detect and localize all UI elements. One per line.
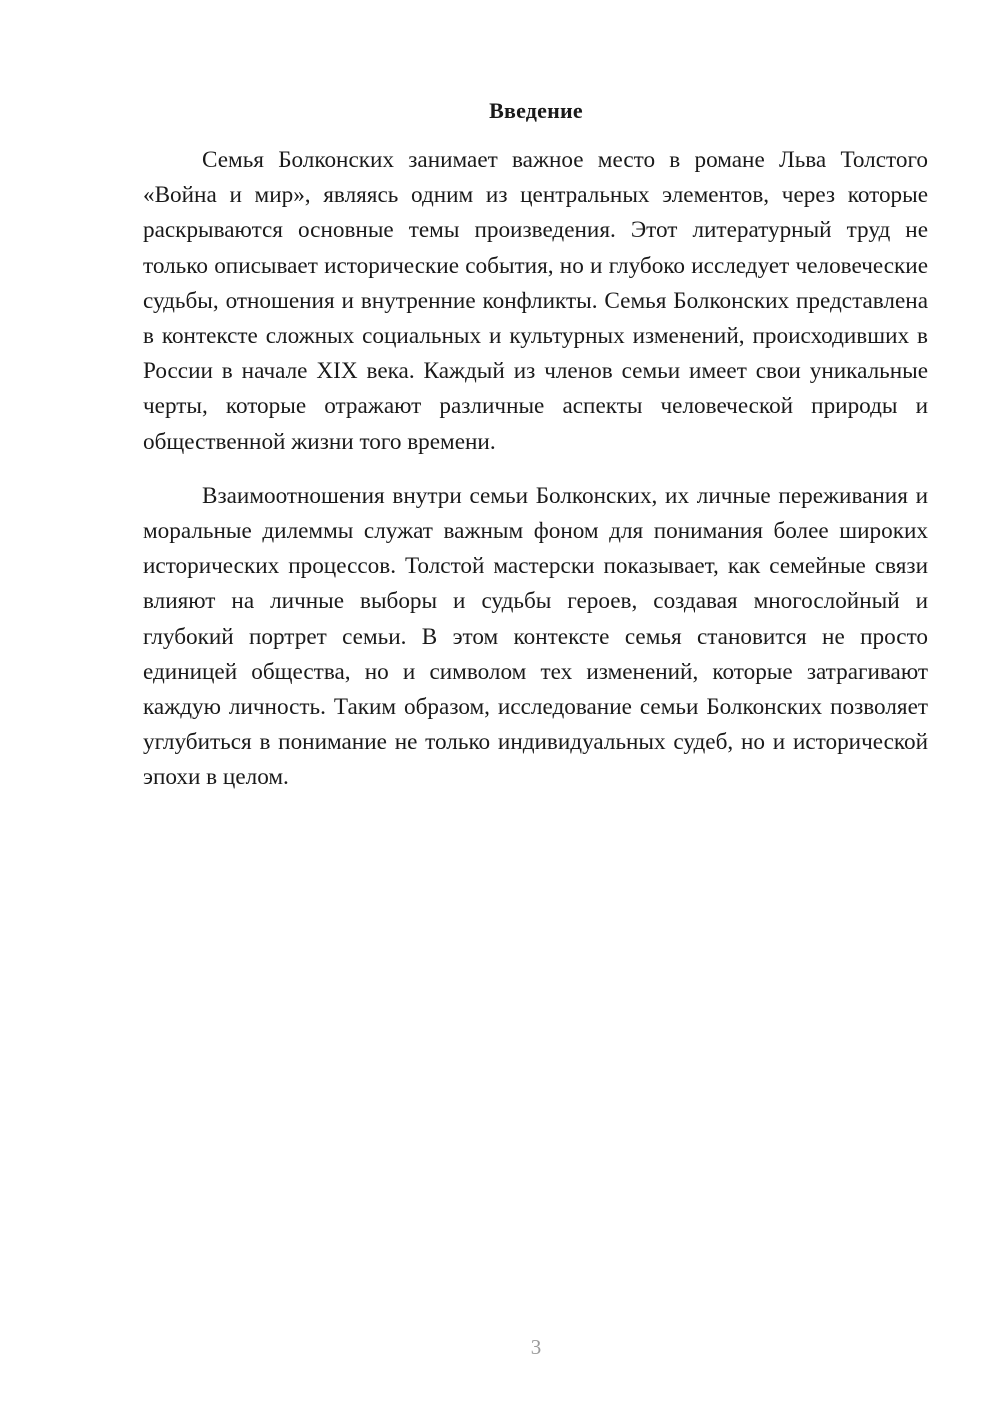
section-heading: Введение	[489, 98, 583, 123]
paragraph-1: Семья Болконских занимает важное место в романе Льва Толстого «Война и мир», являясь одним из центральных элементов, через которые раскрываются основные темы произведения. Этот литературный труд не только описывает исторические события, но и глубоко исследует человеческие судьбы, отношения и внутренние конфликты. Семья Болконских представлена в контексте сложных социальных и культурных изменений, происходивших в России в начале XIX века. Каждый из членов семьи имеет свои уникальные черты, которые отражают различные аспекты человеческой природы и общественной жизни того времени.	[143, 147, 928, 455]
page-number: 3	[530, 1335, 542, 1359]
body-text	[143, 143, 928, 796]
paragraph-2: Взаимоотношения внутри семьи Болконских, их личные переживания и моральные дилеммы служат важным фоном для понимания более широких исторических процессов. Толстой мастерски показывает, как семейные связи влияют на личные выборы и судьбы героев, создавая многослойный и глубокий портрет семьи. В этом контексте семья становится не просто единицей общества, но и символом тех изменений, которые затрагивают каждую личность. Таким образом, исследование семьи Болконских позволяет углубиться в понимание не только индивидуальных судеб, но и исторической эпохи в целом.	[143, 482, 928, 791]
